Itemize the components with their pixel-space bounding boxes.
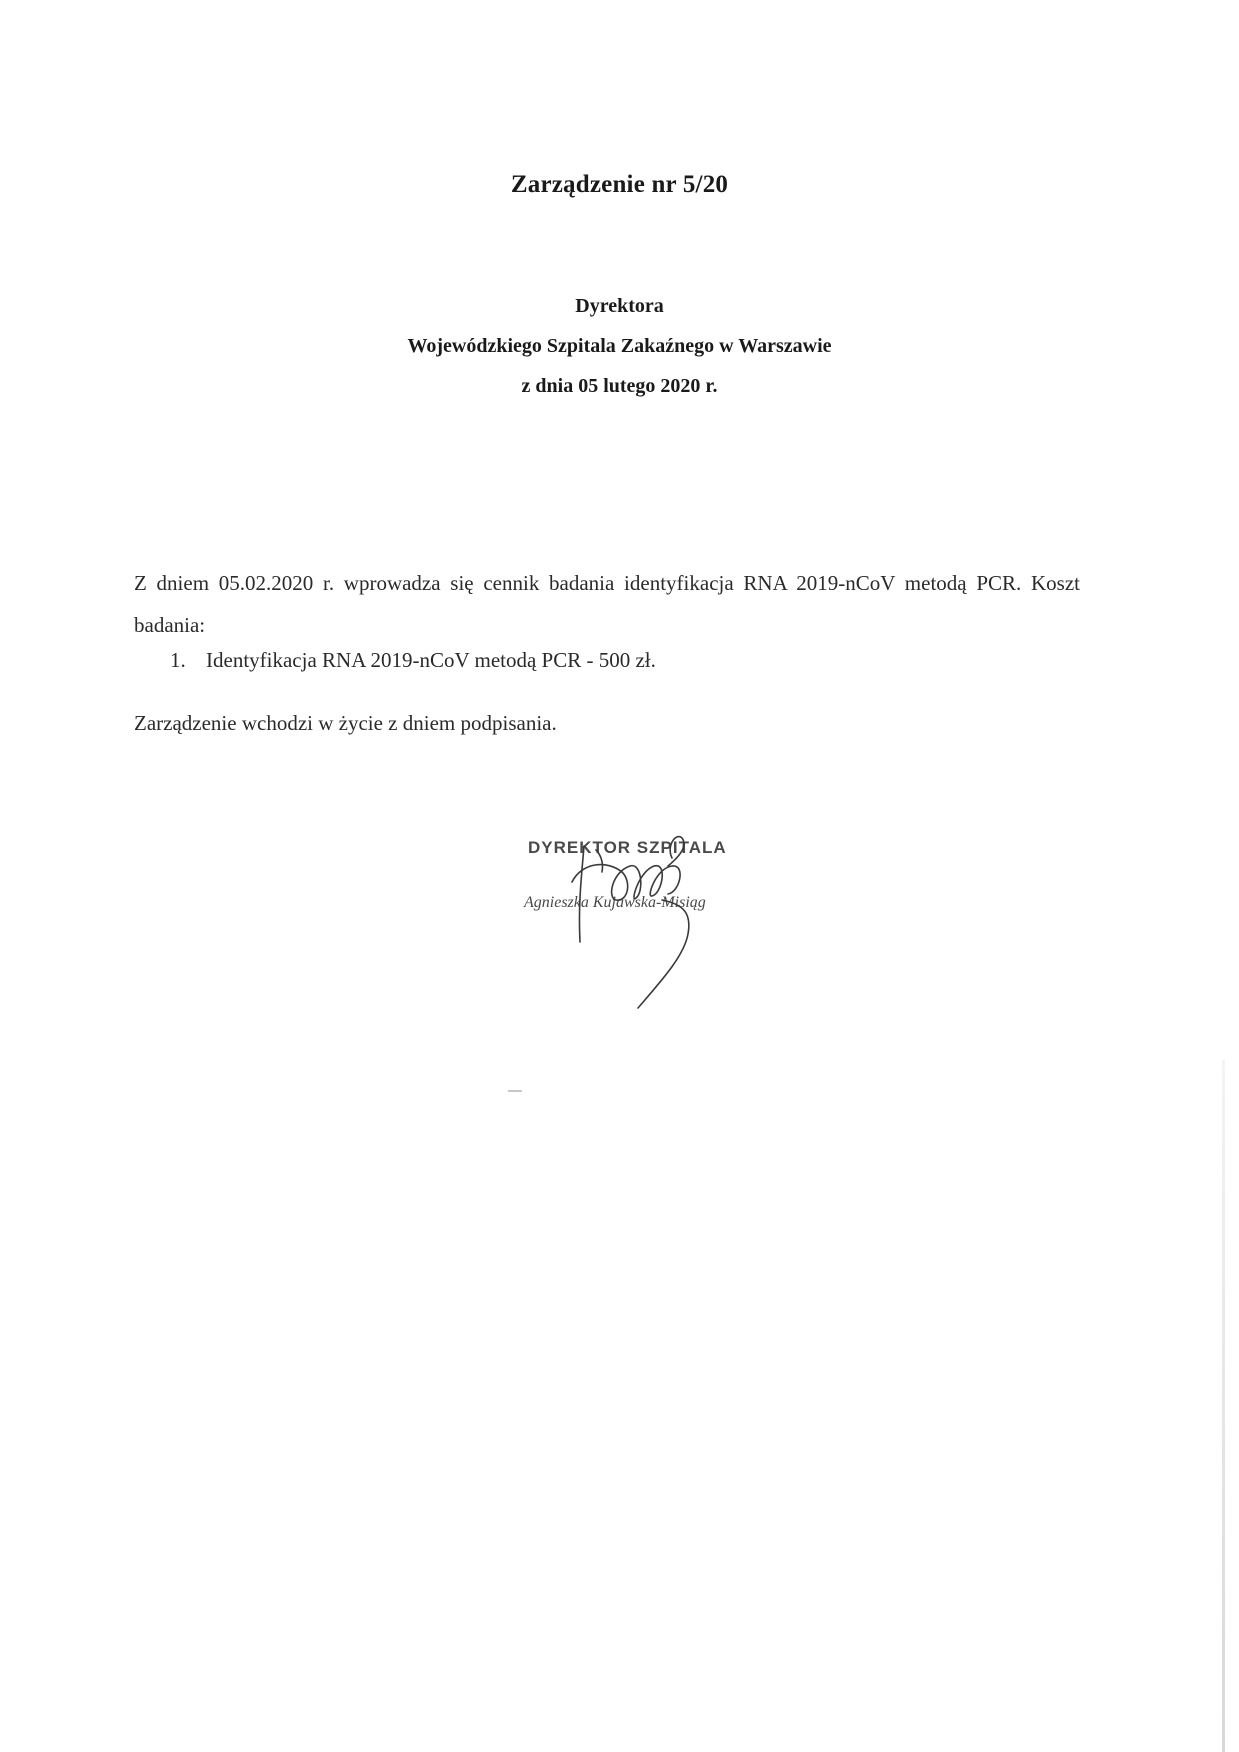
date-line: z dnia 05 lutego 2020 r. xyxy=(521,375,718,397)
scan-artifact xyxy=(508,1090,522,1092)
document-title: Zarządzenie nr 5/20 xyxy=(510,171,729,198)
stamp-title: DYREKTOR SZPITALA xyxy=(528,838,727,857)
issuer-line-2: Wojewódzkiego Szpitala Zakaźnego w Warszawie xyxy=(407,335,832,357)
director-stamp xyxy=(512,832,772,1032)
paragraph-pricing: Z dniem 05.02.2020 r. wprowadza się cennik badania identyfikacja RNA 2019-nCoV metodą PCR. Koszt badania: xyxy=(134,571,1080,637)
scan-edge-shadow xyxy=(1222,1060,1225,1752)
issuer-header xyxy=(0,286,1239,406)
stamp-name: Agnieszka Kujawska-Misiąg xyxy=(524,894,706,911)
issuer-line-1: Dyrektora xyxy=(575,295,664,317)
handwritten-signature xyxy=(512,832,772,1032)
list-item-text: Identyfikacja RNA 2019-nCoV metodą PCR - 500 zł. xyxy=(206,648,656,672)
list-item xyxy=(170,648,656,673)
paragraph-effective: Zarządzenie wchodzi w życie z dniem podpisania. xyxy=(134,711,557,735)
list-item-number: 1. xyxy=(170,648,186,672)
